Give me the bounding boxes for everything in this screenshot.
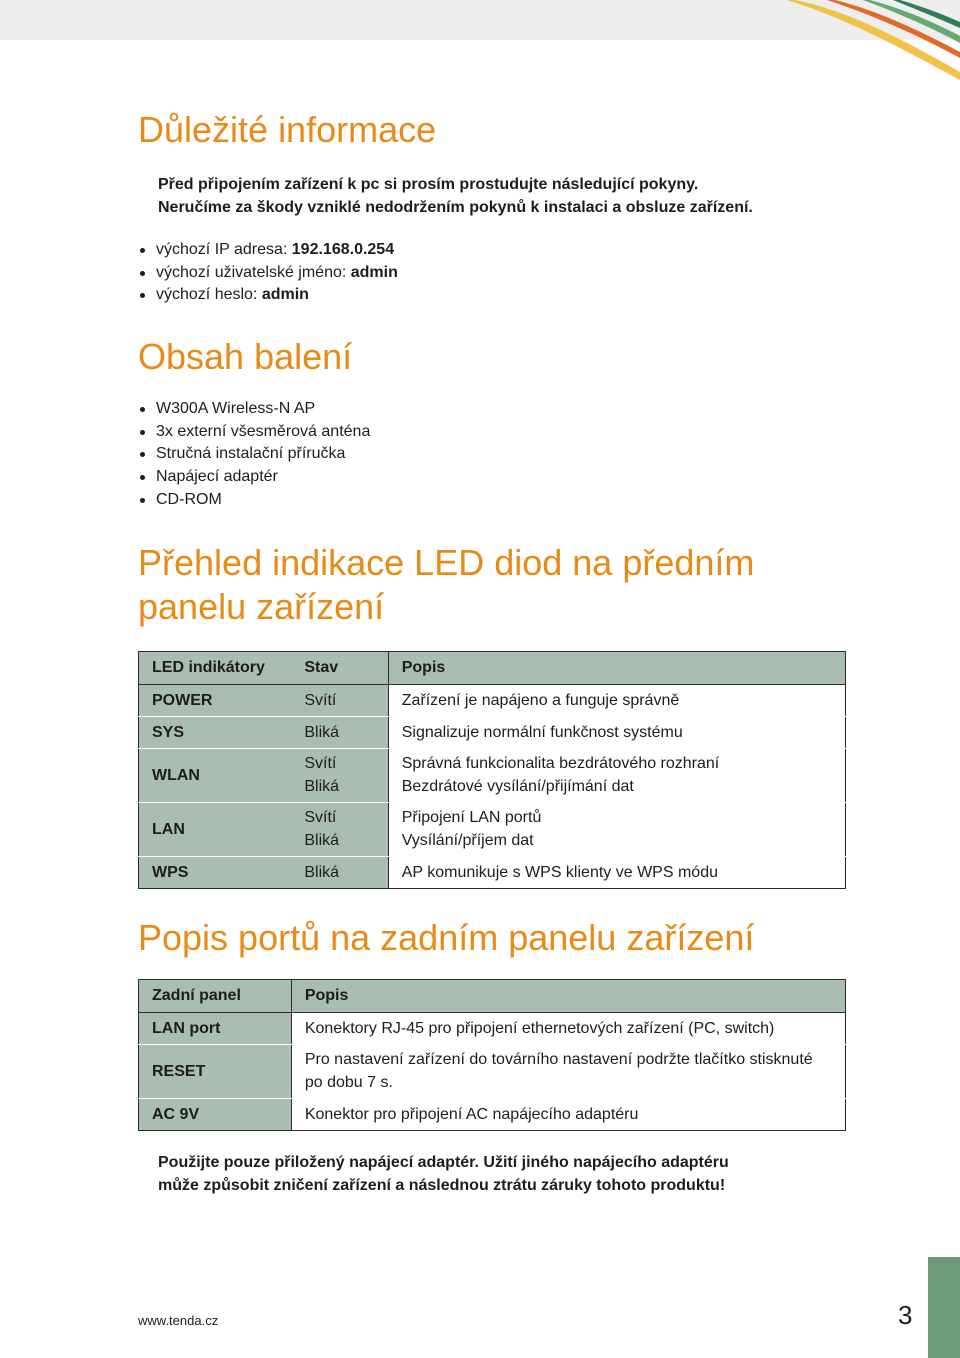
ports-table (138, 979, 846, 1131)
list-item: 3x externí všesměrová anténa (138, 421, 370, 444)
led-description-cell (388, 803, 845, 857)
default-ip-item (138, 239, 398, 262)
led-state: Bliká (304, 777, 340, 795)
ports-heading: Popis portů na zadním panelu zařízení (138, 917, 755, 958)
led-description: Signalizuje normální funkčnost systému (388, 717, 845, 749)
port-description: Konektory RJ-45 pro připojení ethernetových zařízení (PC, switch) (291, 1013, 845, 1045)
led-description: AP komunikuje s WPS klienty ve WPS módu (388, 857, 845, 889)
footer-url: www.tenda.cz (138, 1313, 219, 1328)
table-row (139, 749, 846, 803)
default-username-label: výchozí uživatelské jméno: (156, 263, 351, 281)
led-state: Bliká (291, 717, 388, 749)
port-name: AC 9V (139, 1099, 292, 1131)
table-row (139, 1013, 846, 1045)
table-row (139, 717, 846, 749)
port-name: RESET (139, 1045, 292, 1099)
led-state: Bliká (304, 831, 340, 849)
led-name: WPS (139, 857, 292, 889)
led-state: Svítí (304, 755, 337, 772)
default-password-item (138, 284, 398, 307)
led-description: Správná funkcionalita bezdrátového rozhraní (401, 755, 720, 772)
important-notice (158, 173, 753, 219)
port-description: Pro nastavení zařízení do továrního nastavení podržte tlačítko stisknuté po dobu 7 s. (291, 1045, 845, 1099)
port-name: LAN port (139, 1013, 292, 1045)
table-row (139, 803, 846, 857)
default-password-value: admin (261, 286, 309, 304)
list-item: Napájecí adaptér (138, 466, 370, 489)
corner-swoosh-decoration (775, 0, 960, 80)
led-description: Vysílání/příjem dat (401, 831, 534, 849)
led-table-header-row (139, 652, 846, 685)
list-item: Stručná instalační příručka (138, 443, 370, 466)
table-row (139, 1099, 846, 1131)
port-description: Konektor pro připojení AC napájecího adaptéru (291, 1099, 845, 1131)
default-username-item (138, 262, 398, 285)
defaults-list (138, 239, 398, 307)
list-item: W300A Wireless-N AP (138, 398, 370, 421)
ports-table-header-row (139, 980, 846, 1013)
led-description: Zařízení je napájeno a funguje správně (388, 685, 845, 717)
led-header-state: Stav (291, 652, 388, 685)
default-ip-label: výchozí IP adresa: (156, 241, 292, 258)
default-password-label: výchozí heslo: (156, 286, 262, 304)
led-name: LAN (139, 803, 292, 857)
important-notice-line1: Před připojením zařízení k pc si prosím prostudujte následující pokyny. (158, 176, 699, 193)
led-description: Bezdrátové vysílání/přijímání dat (401, 777, 634, 795)
list-item: CD-ROM (138, 489, 370, 512)
led-header-description: Popis (388, 652, 845, 685)
ports-header-panel: Zadní panel (139, 980, 292, 1013)
important-notice-line2: Neručíme za škody vzniklé nedodržením pokynů k instalaci a obsluze zařízení. (158, 199, 753, 216)
page-tab-marker (928, 1257, 960, 1358)
led-header-indicator: LED indikátory (139, 652, 292, 685)
table-row (139, 1045, 846, 1099)
led-state: Svítí (291, 685, 388, 717)
table-row (139, 685, 846, 717)
led-state: Svítí (304, 809, 337, 826)
package-list (138, 398, 370, 512)
led-description: Připojení LAN portů (401, 809, 542, 826)
led-heading-line1: Přehled indikace LED diod na předním (138, 542, 755, 583)
led-description-cell (388, 749, 845, 803)
default-ip-value: 192.168.0.254 (291, 241, 395, 258)
package-heading: Obsah balení (138, 336, 353, 377)
led-name: SYS (139, 717, 292, 749)
led-name: POWER (139, 685, 292, 717)
led-heading-line2: panelu zařízení (138, 586, 385, 627)
important-heading: Důležité informace (138, 109, 437, 150)
page-number: 3 (898, 1300, 913, 1330)
default-username-value: admin (350, 263, 398, 281)
led-name: WLAN (139, 749, 292, 803)
power-adapter-warning (158, 1151, 729, 1197)
ports-header-description: Popis (291, 980, 845, 1013)
led-heading (138, 541, 754, 629)
table-row (139, 857, 846, 889)
led-state-cell (291, 803, 388, 857)
led-table (138, 651, 846, 889)
led-state: Bliká (291, 857, 388, 889)
warning-line1: Použijte pouze přiložený napájecí adaptér. Užití jiného napájecího adaptéru (158, 1154, 729, 1171)
warning-line2: může způsobit zničení zařízení a následnou ztrátu záruky tohoto produktu! (158, 1177, 726, 1194)
led-state-cell (291, 749, 388, 803)
